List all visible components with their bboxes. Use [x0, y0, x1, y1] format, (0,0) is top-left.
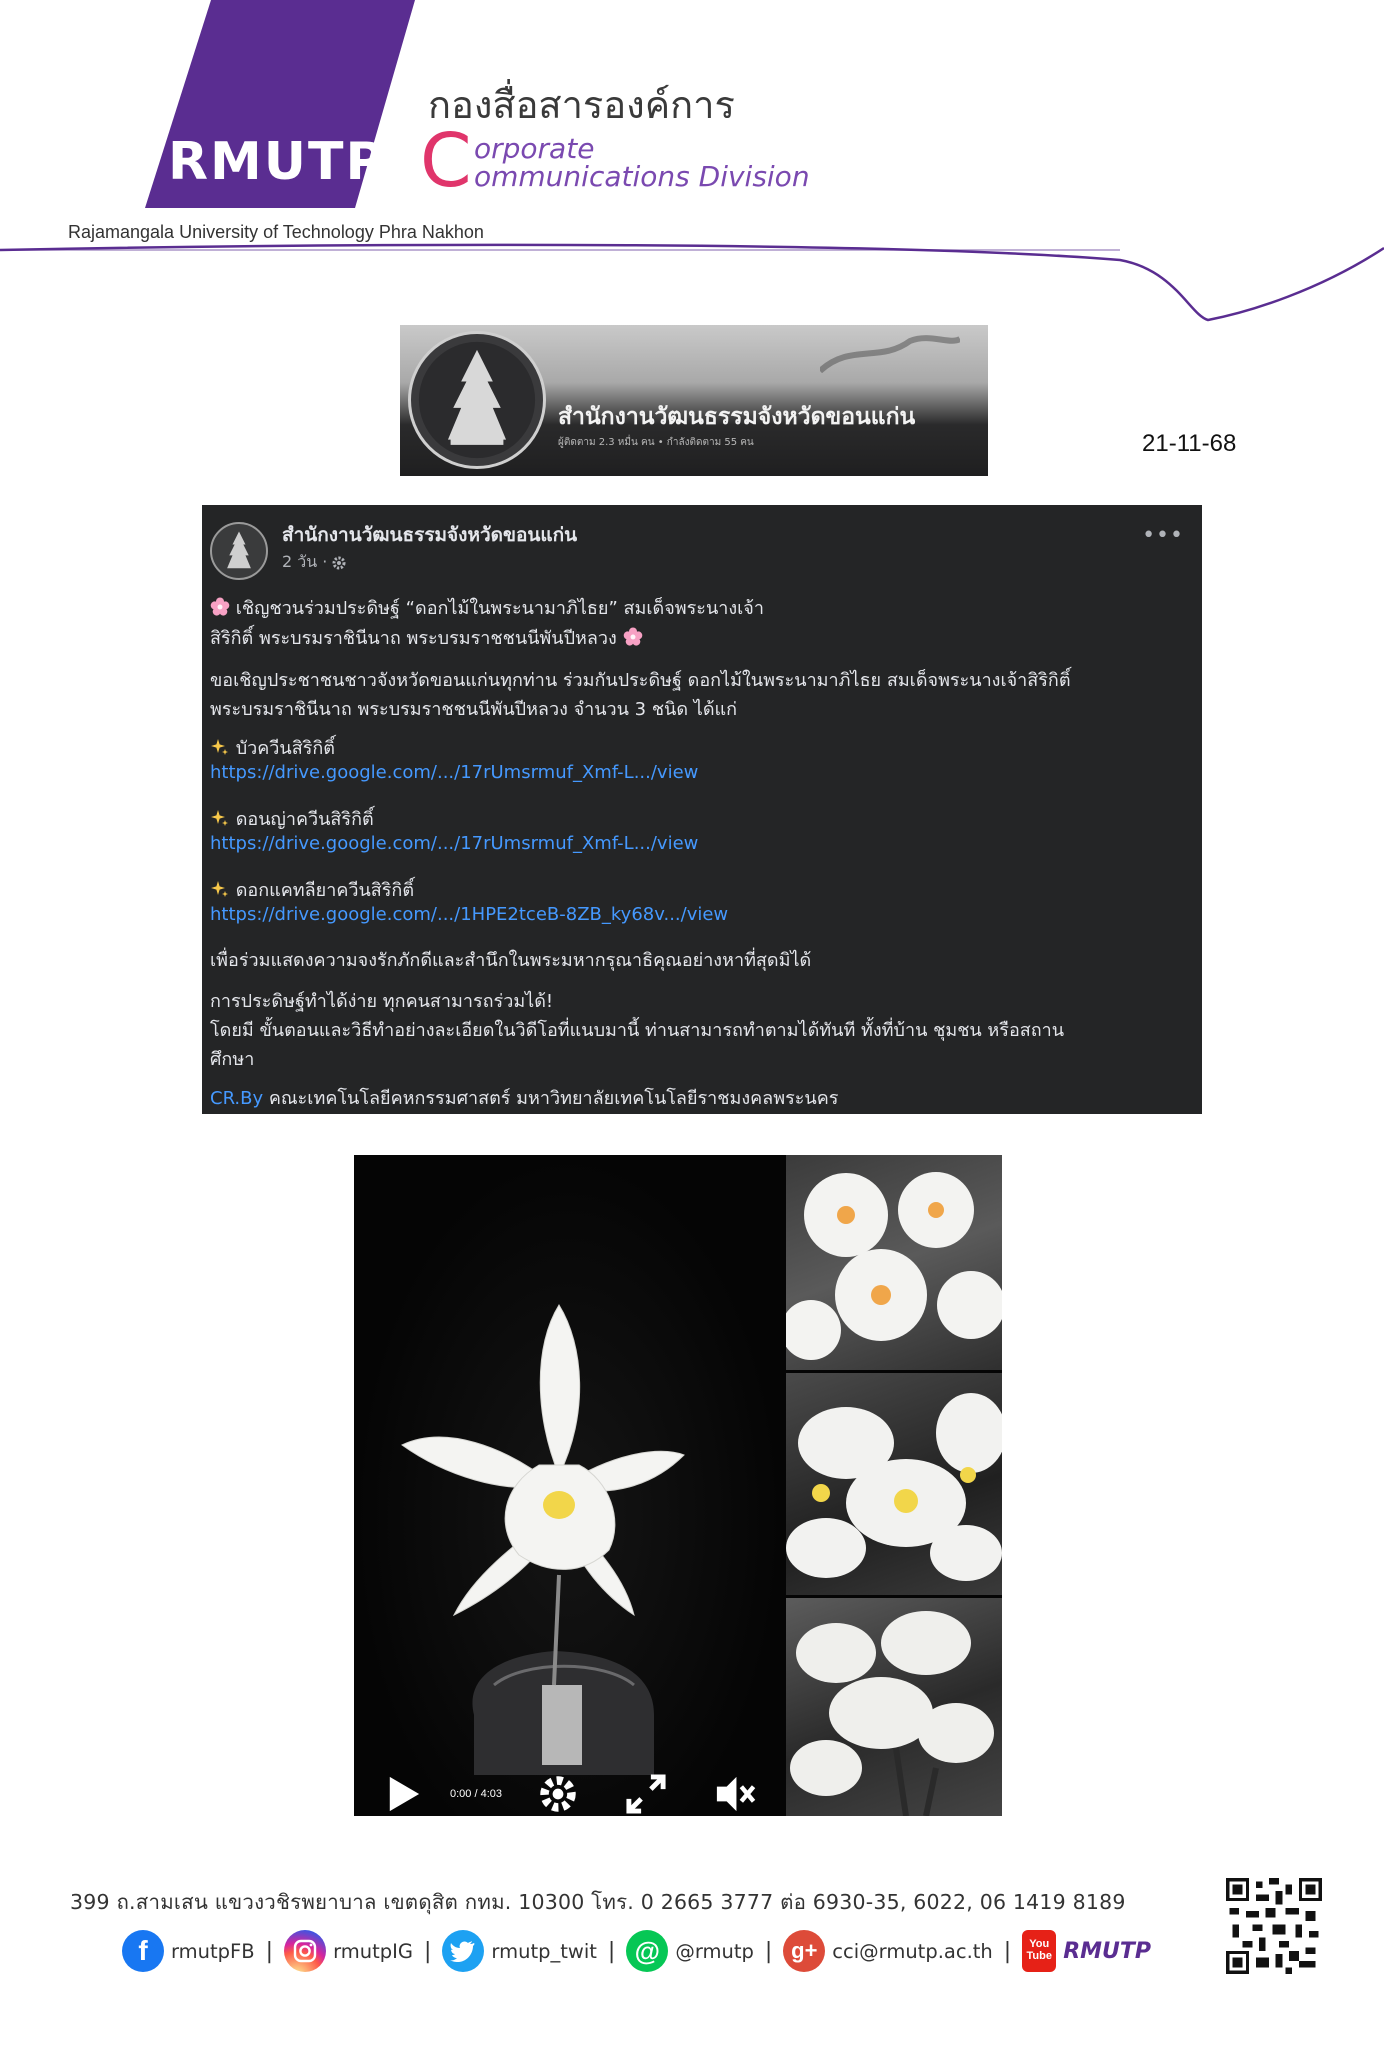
sparkles-icon [210, 879, 230, 899]
youtube-badge-bottom: Tube [1026, 1950, 1052, 1962]
email-address[interactable]: cci@rmutp.ac.th [832, 1939, 993, 1963]
flower-item-3 [210, 875, 414, 904]
division-name-en-line1: orporate [474, 132, 595, 165]
facebook-icon[interactable]: f [122, 1930, 164, 1972]
division-name-thai: กองสื่อสารองค์การ [428, 83, 735, 127]
division-initial: C [420, 118, 472, 204]
video-thumbnail-3[interactable] [786, 1598, 1002, 1816]
video-main-frame[interactable] [354, 1155, 782, 1816]
video-thumbnail-2[interactable] [786, 1373, 1002, 1595]
video-time: 0:00 / 4:03 [450, 1788, 502, 1800]
white-orchids-image [786, 1373, 1002, 1595]
steps-line-1: โดยมี ขั้นตอนและวิธีทำอย่างละเอียดในวิดีโอที่แนบมานี้ ท่านสามารถทำตามได้ทันที ทั้งที่บ้าน ชุมชน หรือสถาน [210, 1020, 1065, 1041]
video-thumbnail-1[interactable] [786, 1155, 1002, 1370]
post-author-name[interactable]: สำนักงานวัฒนธรรมจังหวัดขอนแก่น [282, 524, 578, 546]
white-flowers-image [786, 1155, 1002, 1370]
post-author-avatar[interactable] [210, 522, 268, 580]
youtube-icon[interactable] [1022, 1930, 1056, 1972]
headline-line-1 [210, 593, 764, 622]
easy-text: การประดิษฐ์ทำได้ง่าย ทุกคนสามารถร่วมได้! [210, 991, 554, 1012]
credit-line [210, 1083, 838, 1112]
document-date: 21-11-68 [1142, 430, 1237, 457]
footer-address: 399 ถ.สามเสน แขวงวชิรพยาบาล เขตดุสิต กทม. 10300 โทร. 0 2665 3777 ต่อ 6930-35, 6022, 06 1419 8189 [70, 1890, 1126, 1914]
audience-gear-icon [331, 555, 347, 571]
steps-line-2: ศึกษา [210, 1049, 255, 1070]
post-more-button[interactable]: ••• [1142, 523, 1184, 548]
flower-name-2: ดอนญ่าควีนสิริกิติ์ [235, 809, 374, 830]
youtube-channel[interactable]: RMUTP [1063, 1938, 1152, 1964]
youtube-badge-top: You [1029, 1938, 1050, 1951]
twitter-icon[interactable] [442, 1930, 484, 1972]
separator: | [1003, 1938, 1012, 1964]
flower-name-3: ดอกแคทลียาควีนสิริกิติ์ [235, 880, 415, 901]
headline-text-1: เชิญชวนร่วมประดิษฐ์ “ดอกไม้ในพระนามาภิไธย” สมเด็จพระนางเจ้า [235, 598, 764, 619]
temple-emblem-icon [411, 334, 543, 466]
mute-speaker-icon[interactable] [694, 1772, 774, 1816]
play-icon[interactable] [362, 1772, 442, 1816]
line-at-icon[interactable]: @ [626, 1930, 668, 1972]
google-plus-icon[interactable]: g+ [783, 1930, 825, 1972]
instagram-handle[interactable]: rmutpIG [333, 1939, 413, 1963]
facebook-post [202, 505, 1202, 1114]
cherry-blossom-icon [623, 627, 643, 647]
cherry-blossom-icon [210, 597, 230, 617]
headline-line-2 [210, 623, 643, 652]
flower-link-3[interactable]: https://drive.google.com/.../1HPE2tceB-8ZB_ky68v.../view [210, 904, 729, 925]
banner-cover-texture [820, 333, 960, 373]
post-meta [282, 550, 347, 575]
qr-code[interactable] [1226, 1878, 1322, 1974]
page-avatar[interactable] [408, 331, 546, 469]
rmutp-logo-text: RMUTP [168, 132, 386, 192]
flower-item-1 [210, 733, 335, 762]
line-handle[interactable]: @rmutp [675, 1939, 754, 1963]
page-banner-screenshot [400, 325, 988, 476]
twitter-handle[interactable]: rmutp_twit [491, 1939, 597, 1963]
page-name[interactable]: สำนักงานวัฒนธรรมจังหวัดขอนแก่น [558, 404, 916, 430]
invite-line-1: ขอเชิญประชาชนชาวจังหวัดขอนแก่นทุกท่าน ร่วมกันประดิษฐ์ ดอกไม้ในพระนามาภิไธย สมเด็จพระนางเจ้าสิริกิติ์ [210, 670, 1071, 691]
fullscreen-icon[interactable] [606, 1772, 686, 1816]
separator: | [607, 1938, 616, 1964]
post-time[interactable]: 2 วัน · [282, 552, 328, 571]
settings-gear-icon[interactable] [518, 1772, 598, 1816]
division-name-en-line2: ommunications Division [474, 160, 810, 193]
sparkles-icon [210, 737, 230, 757]
separator: | [764, 1938, 773, 1964]
university-name: Rajamangala University of Technology Phra Nakhon [68, 222, 484, 242]
page-follower-stats: ผู้ติดตาม 2.3 หมื่น คน • กำลังติดตาม 55 คน [558, 437, 754, 448]
separator: | [424, 1938, 432, 1964]
letterhead-curve [0, 220, 1384, 330]
flower-item-2 [210, 804, 374, 833]
invite-line-2: พระบรมราชินีนาถ พระบรมราชชนนีพันปีหลวง จำนวน 3 ชนิด ได้แก่ [210, 699, 738, 720]
credit-hashtag[interactable]: CR.By [210, 1088, 264, 1109]
credit-text: คณะเทคโนโลยีคหกรรมศาสตร์ มหาวิทยาลัยเทคโนโลยีราชมงคลพระนคร [268, 1088, 839, 1109]
video-player[interactable] [354, 1155, 1002, 1816]
instagram-icon[interactable] [284, 1930, 326, 1972]
tribute-text: เพื่อร่วมแสดงความจงรักภักดีและสำนึกในพระมหากรุณาธิคุณอย่างหาที่สุดมิได้ [210, 950, 812, 971]
flower-link-1[interactable]: https://drive.google.com/.../17rUmsrmuf_Xmf-L.../view [210, 762, 699, 783]
sparkles-icon [210, 808, 230, 828]
social-links [122, 1930, 1151, 1972]
separator: | [265, 1938, 274, 1964]
headline-text-2: สิริกิติ์ พระบรมราชินีนาถ พระบรมราชชนนีพันปีหลวง [210, 628, 617, 649]
facebook-handle[interactable]: rmutpFB [171, 1939, 255, 1963]
flower-name-1: บัวควีนสิริกิติ์ [235, 738, 335, 759]
temple-emblem-icon [212, 524, 266, 578]
flower-link-2[interactable]: https://drive.google.com/.../17rUmsrmuf_Xmf-L.../view [210, 833, 699, 854]
white-daffodils-image [786, 1598, 1002, 1816]
video-controls [354, 1772, 782, 1816]
orchid-image [354, 1155, 782, 1816]
